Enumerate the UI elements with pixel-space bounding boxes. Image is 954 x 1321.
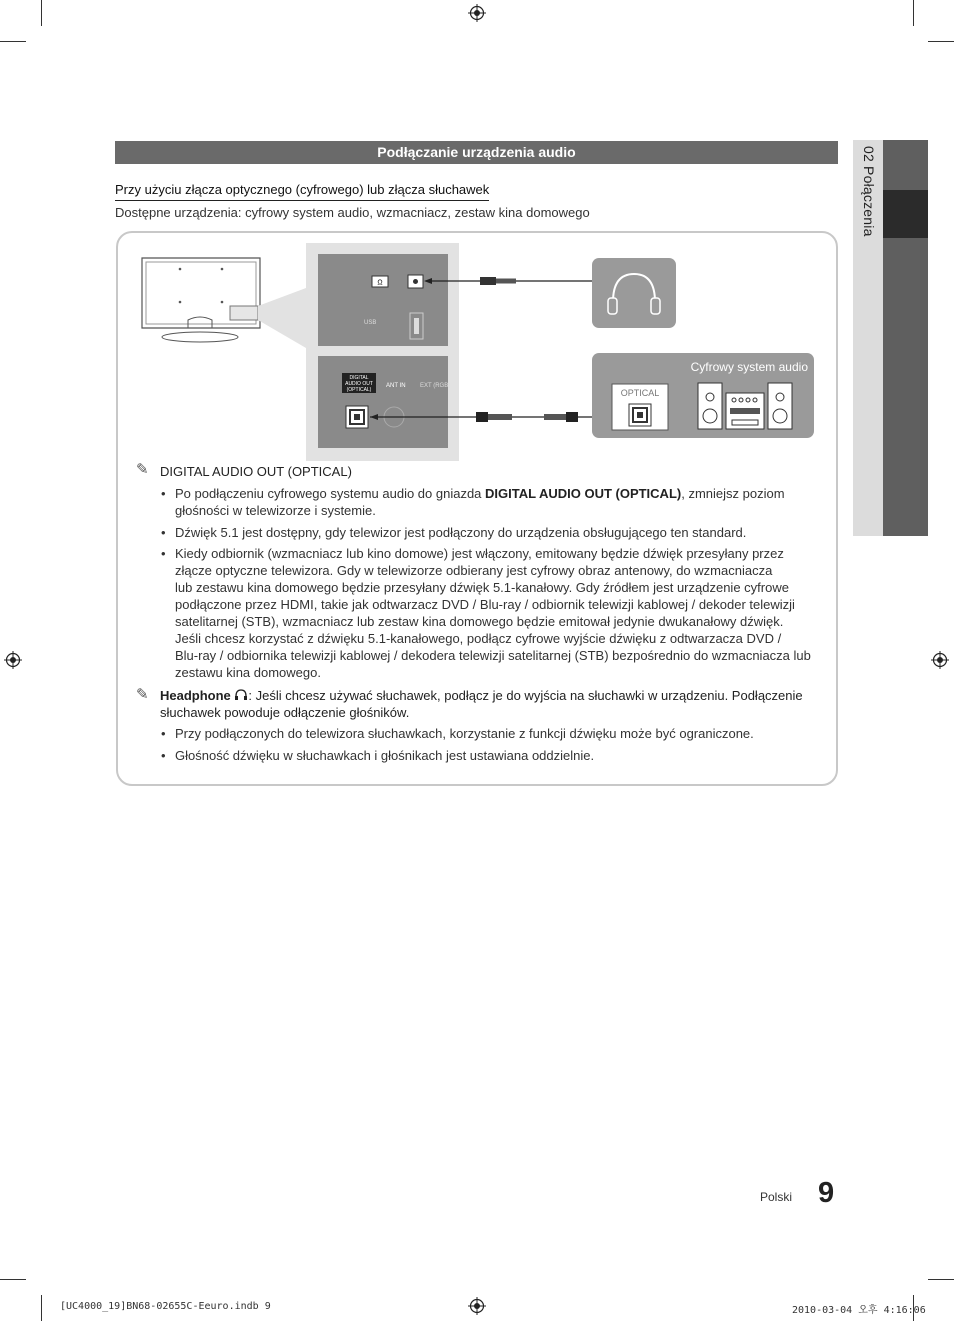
- list-item: • Dźwięk 5.1 jest dostępny, gdy telewizor jest podłączony do urządzenia obsługującego ten standard.: [161, 525, 747, 540]
- page-number: 9: [818, 1177, 835, 1209]
- note-pencil-icon: ✎: [136, 686, 149, 703]
- print-timestamp: 2010-03-04 오후 4:16:06: [792, 1305, 926, 1316]
- crop-mark: [41, 0, 42, 26]
- crop-mark: [913, 0, 914, 26]
- note-pencil-icon: ✎: [136, 461, 149, 478]
- svg-text:USB: USB: [364, 320, 377, 326]
- note2-text: Headphone : Jeśli chcesz używać słuchawek, podłącz je do wyjścia na słuchawki w urządzeniu. Podłączenie słuchawek powoduje odłączenie głośników.: [160, 688, 803, 720]
- crop-mark: [41, 1295, 42, 1321]
- headphones-illustration: [592, 258, 676, 328]
- registration-mark-icon: [931, 651, 949, 669]
- file-info: [UC4000_19]BN68-02655C-Eeuro.indb 9: [60, 1301, 271, 1312]
- registration-mark-icon: [468, 1297, 486, 1315]
- list-item: • Po podłączeniu cyfrowego systemu audio do gniazda DIGITAL AUDIO OUT (OPTICAL), zmniejsz poziom głośności w telewizorze i systemie.: [161, 486, 785, 518]
- crop-mark: [0, 41, 26, 42]
- section-title: Podłączanie urządzenia audio: [115, 141, 838, 164]
- svg-text:(OPTICAL): (OPTICAL): [346, 387, 372, 393]
- svg-text:AUDIO OUT: AUDIO OUT: [345, 381, 373, 387]
- chapter-tab-marker: [883, 190, 928, 238]
- registration-mark-icon: [468, 4, 486, 22]
- svg-text:Ω: Ω: [377, 279, 383, 287]
- crop-mark: [928, 41, 954, 42]
- headphone-icon: [234, 689, 248, 701]
- chapter-label: 02 Połączenia: [861, 146, 877, 237]
- list-item: • Głośność dźwięku w słuchawkach i głośnikach jest ustawiana oddzielnie.: [161, 748, 595, 763]
- crop-mark: [0, 1279, 26, 1280]
- svg-text:DIGITAL: DIGITAL: [349, 375, 369, 381]
- subheading: Przy użyciu złącza optycznego (cyfrowego) lub złącza słuchawek: [115, 182, 489, 201]
- note1-title: DIGITAL AUDIO OUT (OPTICAL): [160, 464, 352, 479]
- crop-mark: [928, 1279, 954, 1280]
- tv-rear-illustration: [142, 258, 260, 342]
- list-item: • Kiedy odbiornik (wzmacniacz lub kino domowe) jest włączony, emitowany będzie dźwięk przesyłany przez złącze optyczne telewizora. Gdy w telewizorze odbierany jest cyfrowy obraz antenowy, do wzmacniacza lub zestawu kina domowego będzie przesyłany dźwięk 5.1-kanałowy. Gdy źródłem jest urządzenie cyfrowe podłączone przez HDMI, takie jak odtwarzacz DVD / Blu-ray / odbiornik telewizji kablowej / dekoder telewizji satelitarnej (STB), wzmacniacz lub zestaw kina domowego będzie emitował jedynie dwukanałowy dźwięk. Jeśli chcesz korzystać z dźwięku 5.1-kanałowego, podłącz cyfrowe wyjście dźwięku z odtwarzacza DVD / Blu-ray / odbiornika telewizji kablowej / dekodera telewizji satelitarnej (STB) bezpośrednio do wzmacniacza lub zestawu kina domowego.: [161, 546, 811, 680]
- optical-panel: [318, 356, 451, 448]
- list-item: • Przy podłączonych do telewizora słuchawkach, korzystanie z funkcji dźwięku może być ograniczone.: [161, 726, 754, 741]
- registration-mark-icon: [4, 651, 22, 669]
- connection-diagram: [130, 240, 820, 465]
- svg-text:EXT (RGB): EXT (RGB): [420, 383, 451, 389]
- headphone-panel: [318, 254, 448, 346]
- svg-text:Cyfrowy system audio: Cyfrowy system audio: [690, 360, 808, 374]
- page-language: Polski: [760, 1190, 793, 1204]
- svg-text:OPTICAL: OPTICAL: [620, 388, 660, 398]
- svg-text:ANT IN: ANT IN: [386, 383, 406, 389]
- devices-line: Dostępne urządzenia: cyfrowy system audio, wzmacniacz, zestaw kina domowego: [115, 205, 590, 220]
